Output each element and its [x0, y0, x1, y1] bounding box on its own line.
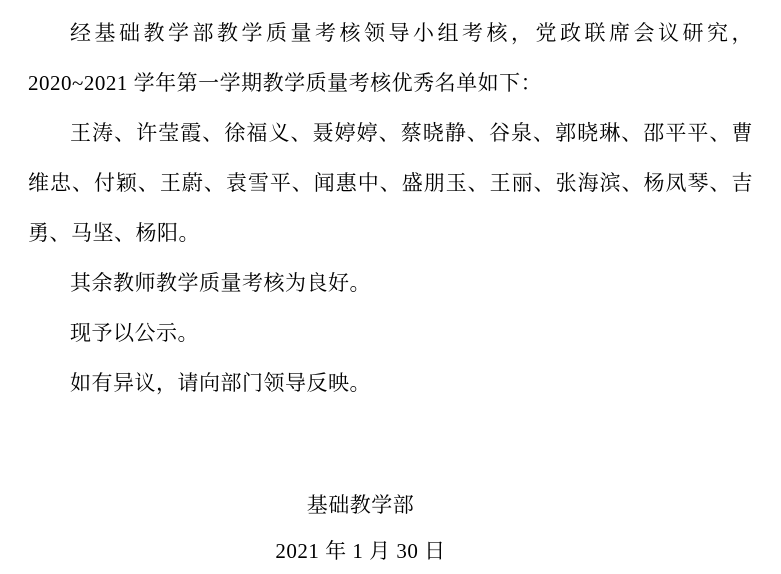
signature-department: 基础教学部: [306, 493, 415, 517]
paragraph-remaining-teachers: 其余教师教学质量考核为良好。: [70, 271, 371, 295]
signature-date: 2021 年 1 月 30 日: [275, 539, 446, 563]
paragraph-notice: 现予以公示。: [70, 321, 199, 345]
paragraph-objection: 如有异议，请向部门领导反映。: [70, 371, 371, 395]
paragraph-name-list: 王涛、许莹霞、徐福义、聂婷婷、蔡晓静、谷泉、郭晓琳、邵平平、曹维忠、付颖、王蔚、袁雪平、闻惠中、盛朋玉、王丽、张海滨、杨凤琴、吉勇、马坚、杨阳。: [28, 121, 753, 245]
signature-block: [28, 482, 753, 574]
paragraph-intro: 经基础教学部教学质量考核领导小组考核，党政联席会议研究，2020~2021 学年第一学期教学质量考核优秀名单如下：: [28, 21, 753, 95]
